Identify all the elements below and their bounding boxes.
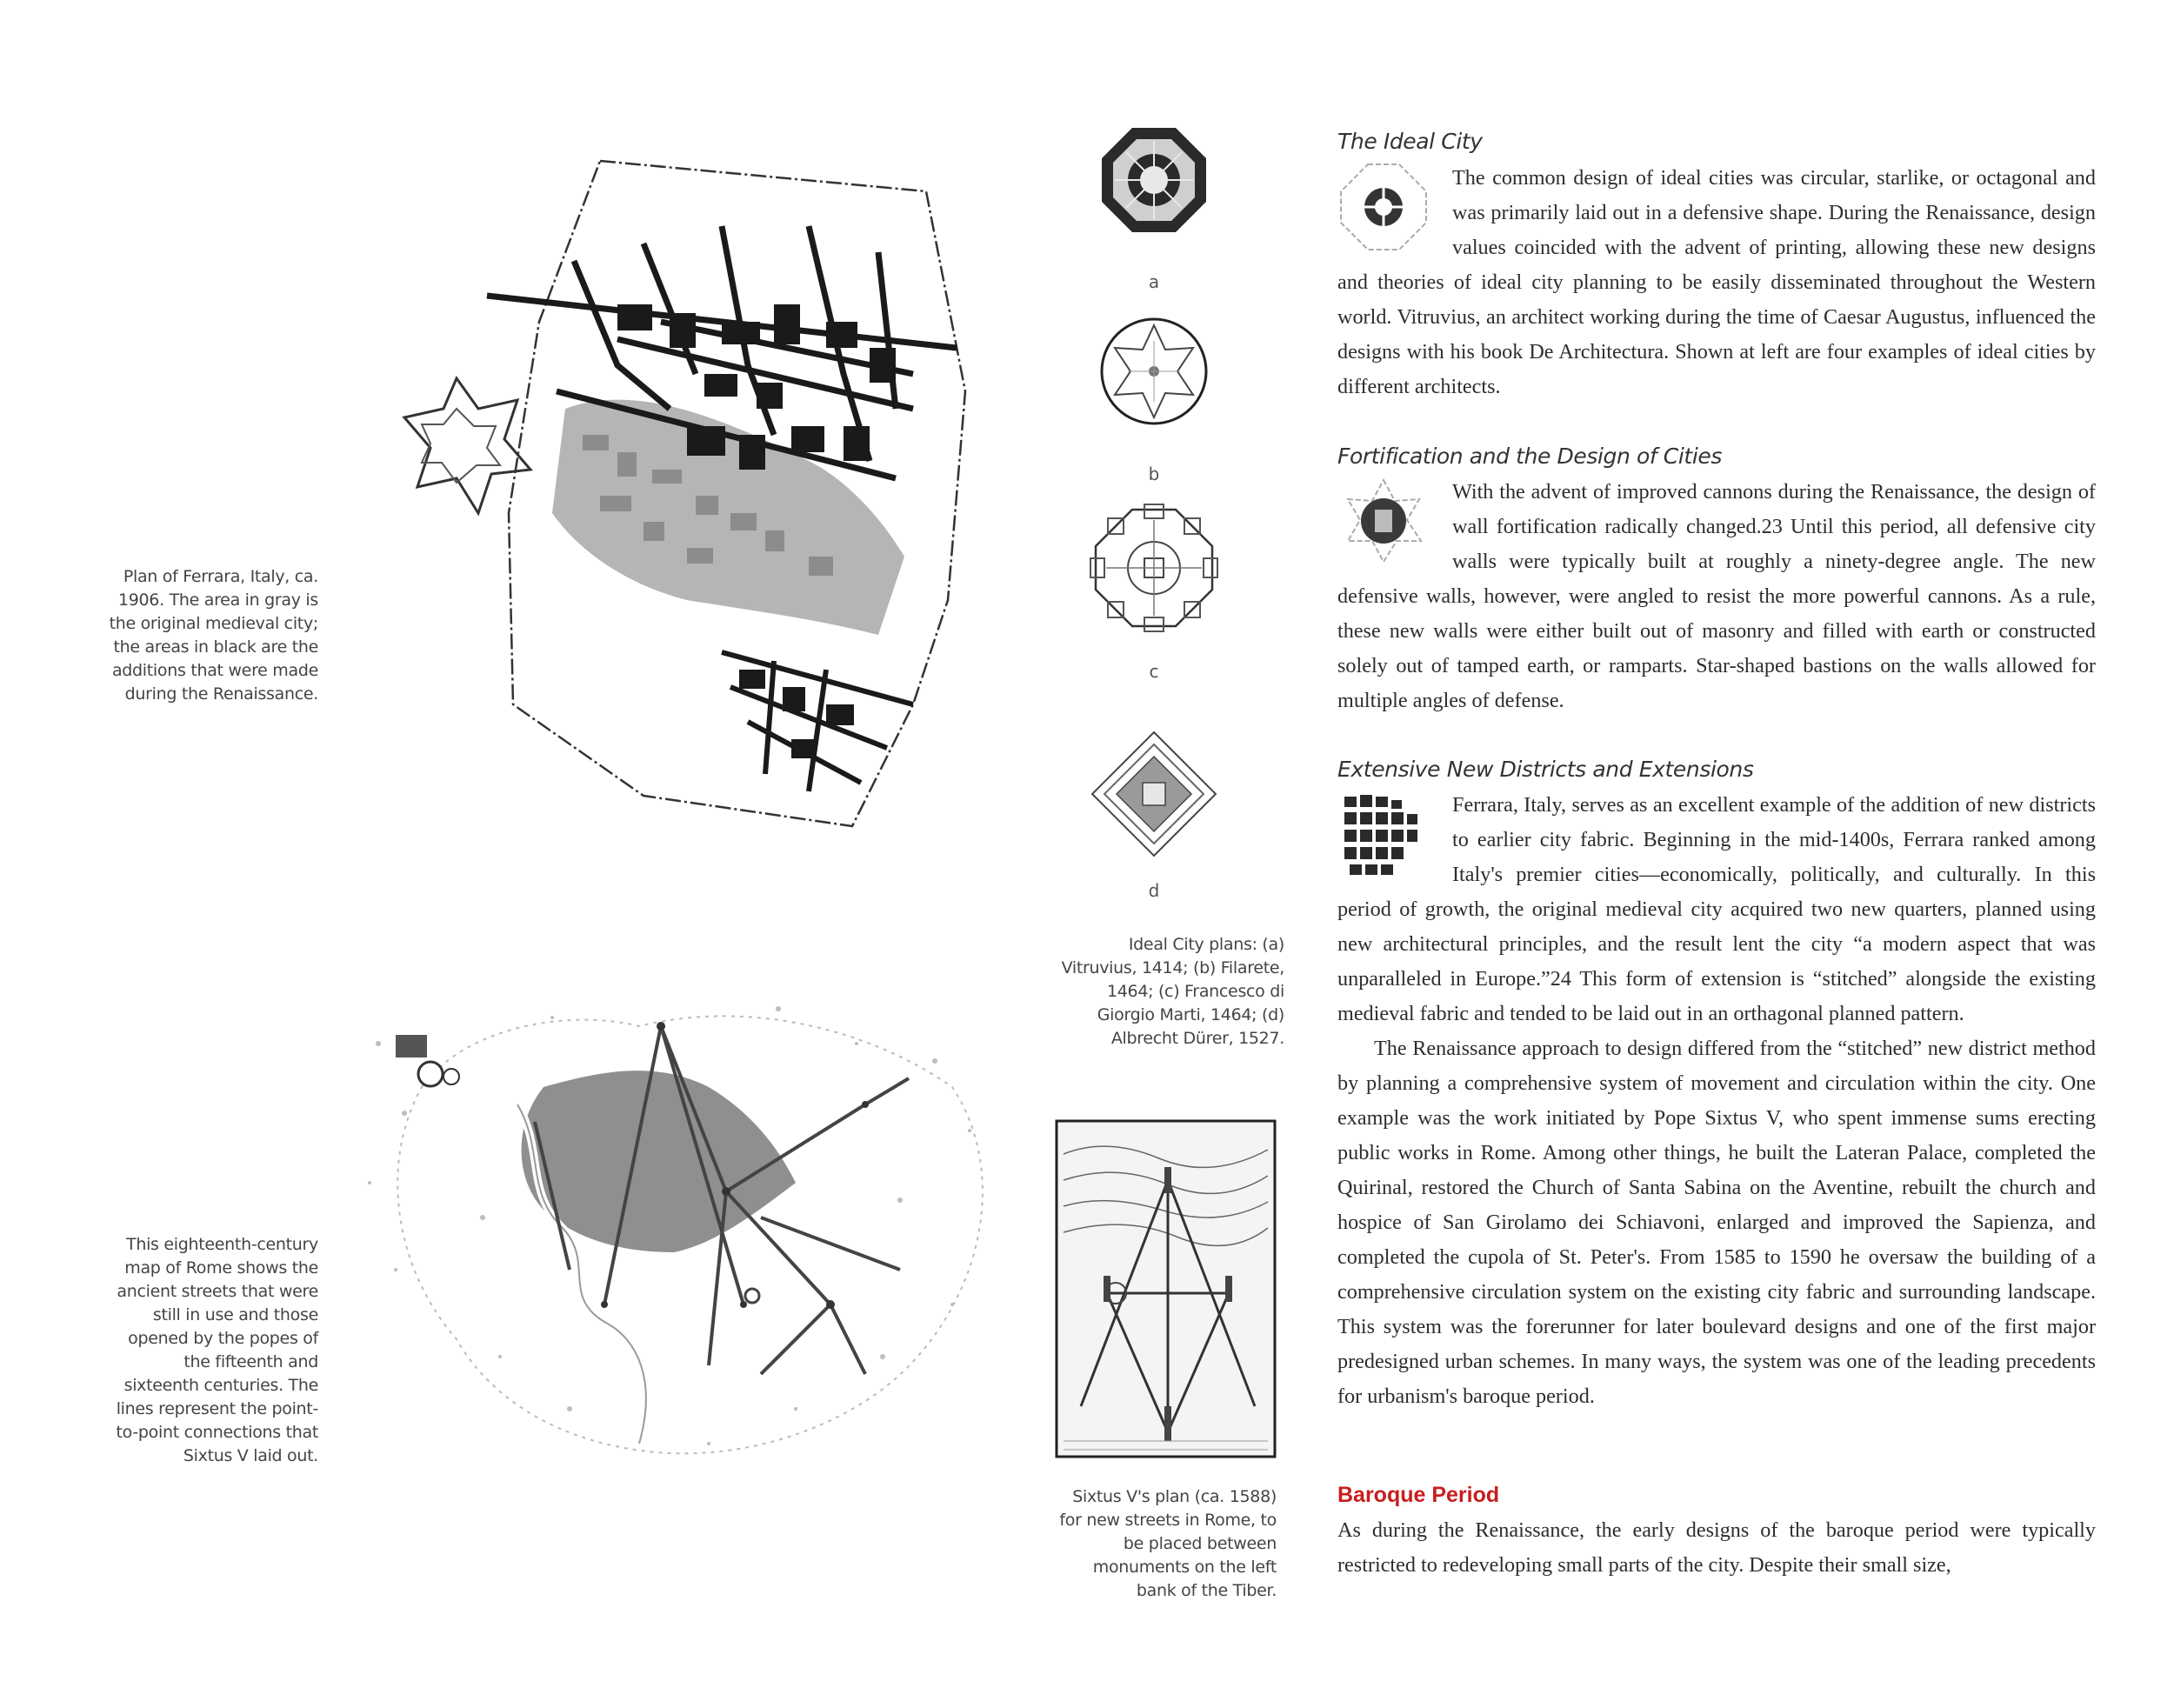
fortification-text bbox=[1337, 475, 2096, 718]
rome-map-caption: This eighteenth-century map of Rome shows the ancient streets that were still in use and those opened by the popes of the fifteenth and sixteenth centuries. The lines represent the point-to-point connections that Sixtus V laid out. bbox=[116, 1235, 318, 1465]
ideal-city-caption: Ideal City plans: (a) Vitruvius, 1414; (b) Filarete, 1464; (c) Francesco di Giorgio Marti, 1464; (d) Albrecht Dürer, 1527. bbox=[1061, 935, 1284, 1048]
ideal-city-c-figure bbox=[1089, 503, 1219, 633]
rome-map-figure bbox=[343, 991, 1030, 1478]
ideal-city-b-figure bbox=[1097, 315, 1210, 428]
ideal-city-d-label: d bbox=[1148, 880, 1160, 901]
ideal-city-text bbox=[1337, 161, 2096, 404]
ideal-city-a-figure bbox=[1097, 123, 1210, 237]
baroque-text bbox=[1337, 1513, 2096, 1583]
ideal-city-a-label: a bbox=[1148, 271, 1160, 292]
section-heading-baroque: Baroque Period bbox=[1337, 1483, 1500, 1507]
ideal-city-b-label: b bbox=[1148, 464, 1160, 484]
fortification-paragraph: With the advent of improved cannons during the Renaissance, the design of wall fortification radically changed.23 Until this period, all defensive city walls were typically built at roughly a ninety-degree angle. The new defensive walls, however, were angled to resist the more powerful cannons. As a rule, these new walls were either built out of masonry and filled with earth or constructed solely out of tamped earth, or ramparts. Star-shaped bastions on the walls allowed for multiple angles of defense. bbox=[1337, 480, 2096, 712]
fortification-thumb-icon bbox=[1337, 475, 1440, 577]
new-districts-paragraph-1: Ferrara, Italy, serves as an excellent example of the addition of new districts to earlier city fabric. Beginning in the mid-1400s, Ferrara ranked among Italy's premier cities—economically, politically, and culturally. In this period of growth, the original medieval city acquired two new quarters, planned using new architectural principles, and the result lent the city “a modern aspect that was unparalleled in Europe.”24 This form of extension is “stitched” alongside the existing medieval fabric and tended to be laid out in an orthagonal planned pattern. bbox=[1337, 793, 2096, 1025]
sixtus-plan-engraving bbox=[1055, 1119, 1277, 1458]
ideal-city-paragraph: The common design of ideal cities was circular, starlike, or octagonal and was primarily laid out in a defensive shape. During the Renaissance, design values coincided with the advent of printing, allowing these new designs and theories of ideal city planning to be easily disseminated throughout the Western world. Vitruvius, an architect working during the time of Caesar Augustus, influenced the designs with his book De Architectura. Shown at left are four examples of ideal cities by different architects. bbox=[1337, 166, 2096, 398]
baroque-paragraph: As during the Renaissance, the early designs of the baroque period were typically restricted to redeveloping small parts of the city. Despite their small size, bbox=[1337, 1518, 2096, 1577]
new-districts-paragraph-2: The Renaissance approach to design differed from the “stitched” new district method by planning a comprehensive system of movement and circulation within the city. One example was the work initiated by Pope Sixtus V, who spent immense sums erecting public works in Rome. Among other things, he built the Lateran Palace, completed the Quirinal, restored the Church of Santa Sabina on the Aventine, rebuilt the church and hospice of San Girolamo dei Schiavoni, enlarged and improved the Sapienza, and completed the cupola of St. Peter's. From 1585 to 1590 he oversaw the building of a comprehensive circulation system on the existing city fabric and surrounding landscape. This system was the forerunner for later boulevard designs and one of the first major predesigned urban schemes. In many ways, the system was one of the leading precedents for urbanism's baroque period. bbox=[1337, 1037, 2096, 1408]
sixtus-plan-caption: Sixtus V's plan (ca. 1588) for new streets in Rome, to be placed between monuments on the left bank of the Tiber. bbox=[1059, 1487, 1277, 1600]
ideal-city-d-figure bbox=[1089, 729, 1219, 859]
ferrara-plan-figure bbox=[357, 148, 1017, 852]
section-heading-fortification: Fortification and the Design of Cities bbox=[1337, 444, 1722, 469]
ferrara-caption: Plan of Ferrara, Italy, ca. 1906. The area in gray is the original medieval city; the areas in black are the additions that were made during the Renaissance. bbox=[109, 567, 318, 704]
ideal-city-thumb-icon bbox=[1337, 161, 1440, 264]
section-heading-ideal-city: The Ideal City bbox=[1337, 129, 1483, 154]
section-heading-new-districts: Extensive New Districts and Extensions bbox=[1337, 757, 1754, 782]
ideal-city-c-label: c bbox=[1149, 661, 1159, 682]
new-districts-text bbox=[1337, 788, 2096, 1414]
new-districts-thumb-icon bbox=[1337, 788, 1440, 891]
